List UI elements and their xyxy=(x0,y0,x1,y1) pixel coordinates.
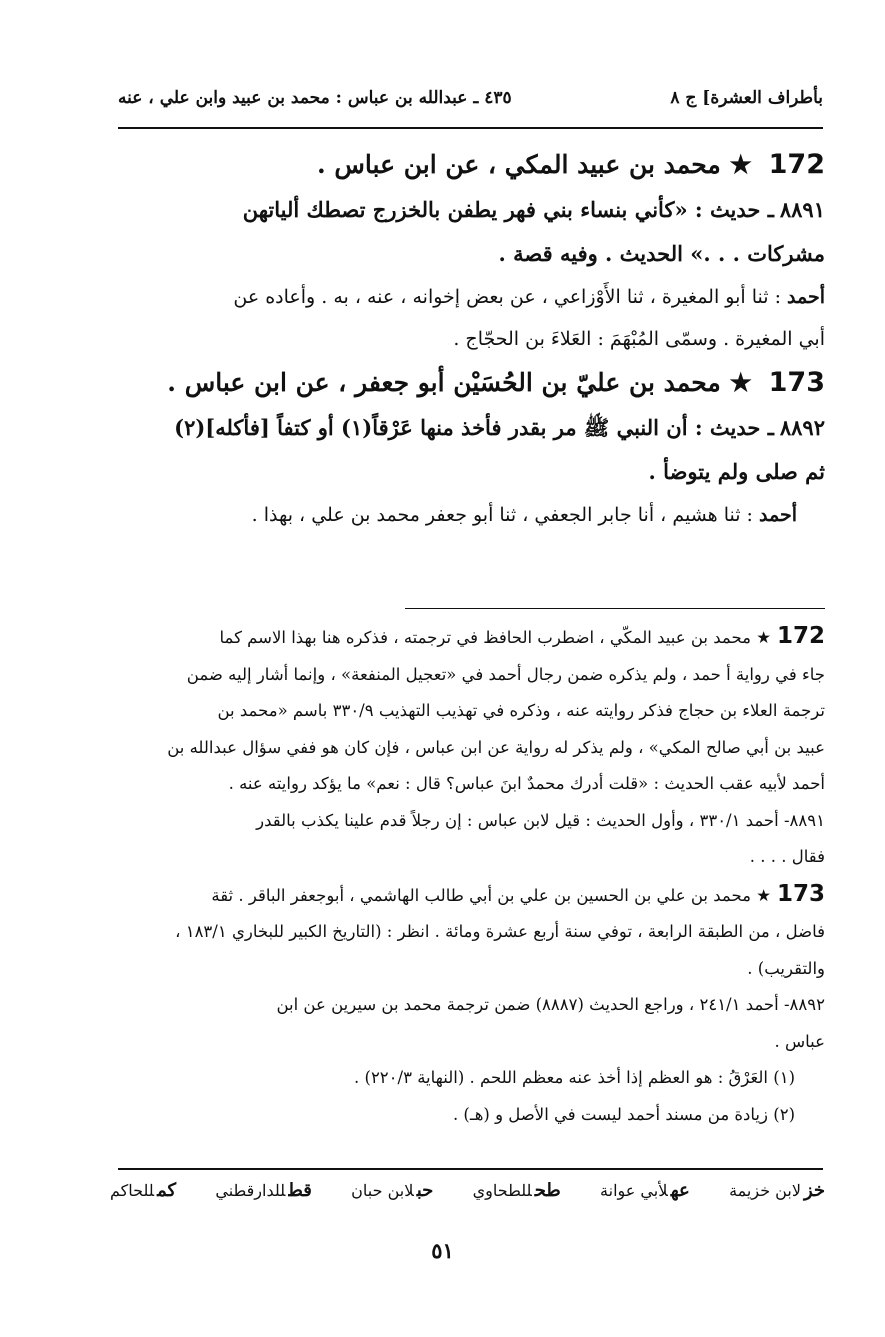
note-line: فاضل ، من الطبقة الرابعة ، توفي سنة أربع عشرة ومائة . انظر : (التاريخ الكبير للبخاري ١٨٣/١ ، xyxy=(175,922,825,941)
note-line: أحمد لأبيه عقب الحديث : «قلت أدرك محمدٌ ابنَ عباس؟ قال : نعم» ما يؤكد روايته عنه . xyxy=(228,774,825,793)
siglum-code: خز xyxy=(803,1180,825,1201)
siglum-name: لابن خزيمة xyxy=(729,1181,801,1200)
siglum-item xyxy=(729,1180,825,1201)
commentary-notes xyxy=(118,618,825,1133)
star-icon: ★ xyxy=(756,885,771,905)
isnad-text: : ثنا هشيم ، أنا جابر الجعفي ، ثنا أبو جعفر محمد بن علي ، بهذا . xyxy=(251,504,753,526)
entry-number: 173 xyxy=(768,367,825,398)
isnad-text: : ثنا أبو المغيرة ، ثنا الأَوْزاعي ، عن بعض إخوانه ، عنه ، به . وأعاده عن xyxy=(233,286,781,308)
entry-number: 172 xyxy=(768,149,825,180)
note-line: فقال . . . . xyxy=(749,847,825,866)
hadith-text-cont: ثم صلى ولم يتوضأ . xyxy=(648,459,825,484)
siglum-item xyxy=(351,1180,433,1201)
hadith-8891-cont xyxy=(118,232,825,276)
note-172 xyxy=(118,618,825,657)
note-line: عباس . xyxy=(774,1031,825,1051)
note-number: 172 xyxy=(776,623,825,649)
note-number: 173 xyxy=(776,880,825,907)
siglum-item xyxy=(600,1180,690,1201)
siglum-code: طح xyxy=(534,1180,561,1201)
siglum-item xyxy=(215,1180,311,1201)
isnad-text-cont: أبي المغيرة . وسمّى المُبْهَمَ : العَلاءَ بن الحجّاج . xyxy=(453,328,825,350)
running-header xyxy=(118,78,823,118)
note-8891: ٨٨٩١- أحمد ٣٣٠/١ ، وأول الحديث : قيل لابن عباس : إن رجلاً قدم علينا يكذب بالقدر xyxy=(256,810,825,830)
entry-title: محمد بن عليّ بن الحُسَيْن أبو جعفر ، عن ابن عباس . xyxy=(167,368,721,397)
isnad-8891-cont xyxy=(118,318,825,360)
siglum-code: عه xyxy=(670,1180,690,1201)
sigla-rule xyxy=(118,1168,823,1170)
footnote-separator xyxy=(405,608,825,609)
siglum-name: لابن حبان xyxy=(351,1181,414,1200)
note-line: والتقريب) . xyxy=(747,958,825,978)
main-text xyxy=(118,142,825,536)
siglum-item xyxy=(110,1180,176,1201)
hadith-text: ـ حديث : «كأني بنساء بني فهر يطفن بالخزرج تصطك ألياتهن xyxy=(242,197,774,222)
note-8892: ٨٨٩٢- أحمد ٢٤١/١ ، وراجع الحديث (٨٨٨٧) ضمن ترجمة محمد بن سيرين عن ابن xyxy=(276,995,825,1014)
note-173 xyxy=(118,876,825,915)
page-number: ٥١ xyxy=(431,1238,454,1263)
entry-title: محمد بن عبيد المكي ، عن ابن عباس . xyxy=(317,150,721,179)
note-line: عبيد بن أبي صالح المكي» ، ولم يذكر له رواية عن ابن عباس ، فإن كان هو ففي سؤال عبدالله بن xyxy=(167,737,825,757)
footnote-2: (٢) زيادة من مسند أحمد ليست في الأصل و (هـ) . xyxy=(452,1104,795,1124)
header-section: ٤٣٥ ـ عبدالله بن عباس : محمد بن عبيد وابن علي ، عنه xyxy=(118,88,512,108)
hadith-number: ٨٨٩٢ xyxy=(779,415,825,440)
source-name: أحمد xyxy=(787,286,825,308)
hadith-text: ـ حديث : أن النبي ﷺ مر بقدر فأخذ منها عَرْقاً(١) أو كتفاً [فأكله](٢) xyxy=(174,415,774,440)
siglum-name: للدارقطني xyxy=(215,1181,286,1200)
entry-heading-173 xyxy=(118,360,825,406)
star-icon: ★ xyxy=(729,150,752,179)
siglum-item xyxy=(473,1180,561,1201)
hadith-8892-cont xyxy=(118,450,825,494)
sigla-legend xyxy=(110,1180,825,1201)
entry-heading-172 xyxy=(118,142,825,188)
siglum-code: كم xyxy=(157,1180,177,1201)
note-line: ترجمة العلاء بن حجاج فذكر روايته عنه ، وذكره في تهذيب التهذيب ٣٣٠/٩ باسم «محمد بن xyxy=(217,701,825,720)
hadith-8892 xyxy=(118,406,825,450)
siglum-name: لأبي عوانة xyxy=(600,1181,668,1200)
header-volume: بأطراف العشرة] ج ٨ xyxy=(670,88,823,108)
siglum-name: للحاكم xyxy=(110,1181,155,1200)
isnad-8891 xyxy=(118,276,825,318)
siglum-code: قط xyxy=(288,1180,312,1201)
star-icon: ★ xyxy=(729,368,752,397)
header-rule xyxy=(118,127,823,129)
hadith-number: ٨٨٩١ xyxy=(779,197,825,222)
siglum-code: حب xyxy=(416,1180,434,1201)
star-icon: ★ xyxy=(756,628,771,647)
note-line: جاء في رواية أ حمد ، ولم يذكره ضمن رجال أحمد في «تعجيل المنفعة» ، وإنما أشار إليه ضمن xyxy=(186,664,825,684)
isnad-8892 xyxy=(118,494,825,536)
hadith-8891 xyxy=(118,188,825,232)
footnote-1: (١) العَرْقُ : هو العظم إذا أخذ عنه معظم اللحم . (النهاية ٢٢٠/٣) . xyxy=(354,1068,795,1087)
source-name: أحمد xyxy=(759,504,797,526)
note-line: محمد بن عبيد المكّي ، اضطرب الحافظ في ترجمته ، فذكره هنا بهذا الاسم كما xyxy=(219,628,751,647)
hadith-text-cont: مشركات . . .» الحديث . وفيه قصة . xyxy=(498,241,825,266)
note-line: محمد بن علي بن الحسين بن علي بن أبي طالب الهاشمي ، أبوجعفر الباقر . ثقة xyxy=(211,885,751,905)
siglum-name: للطحاوي xyxy=(472,1181,532,1200)
